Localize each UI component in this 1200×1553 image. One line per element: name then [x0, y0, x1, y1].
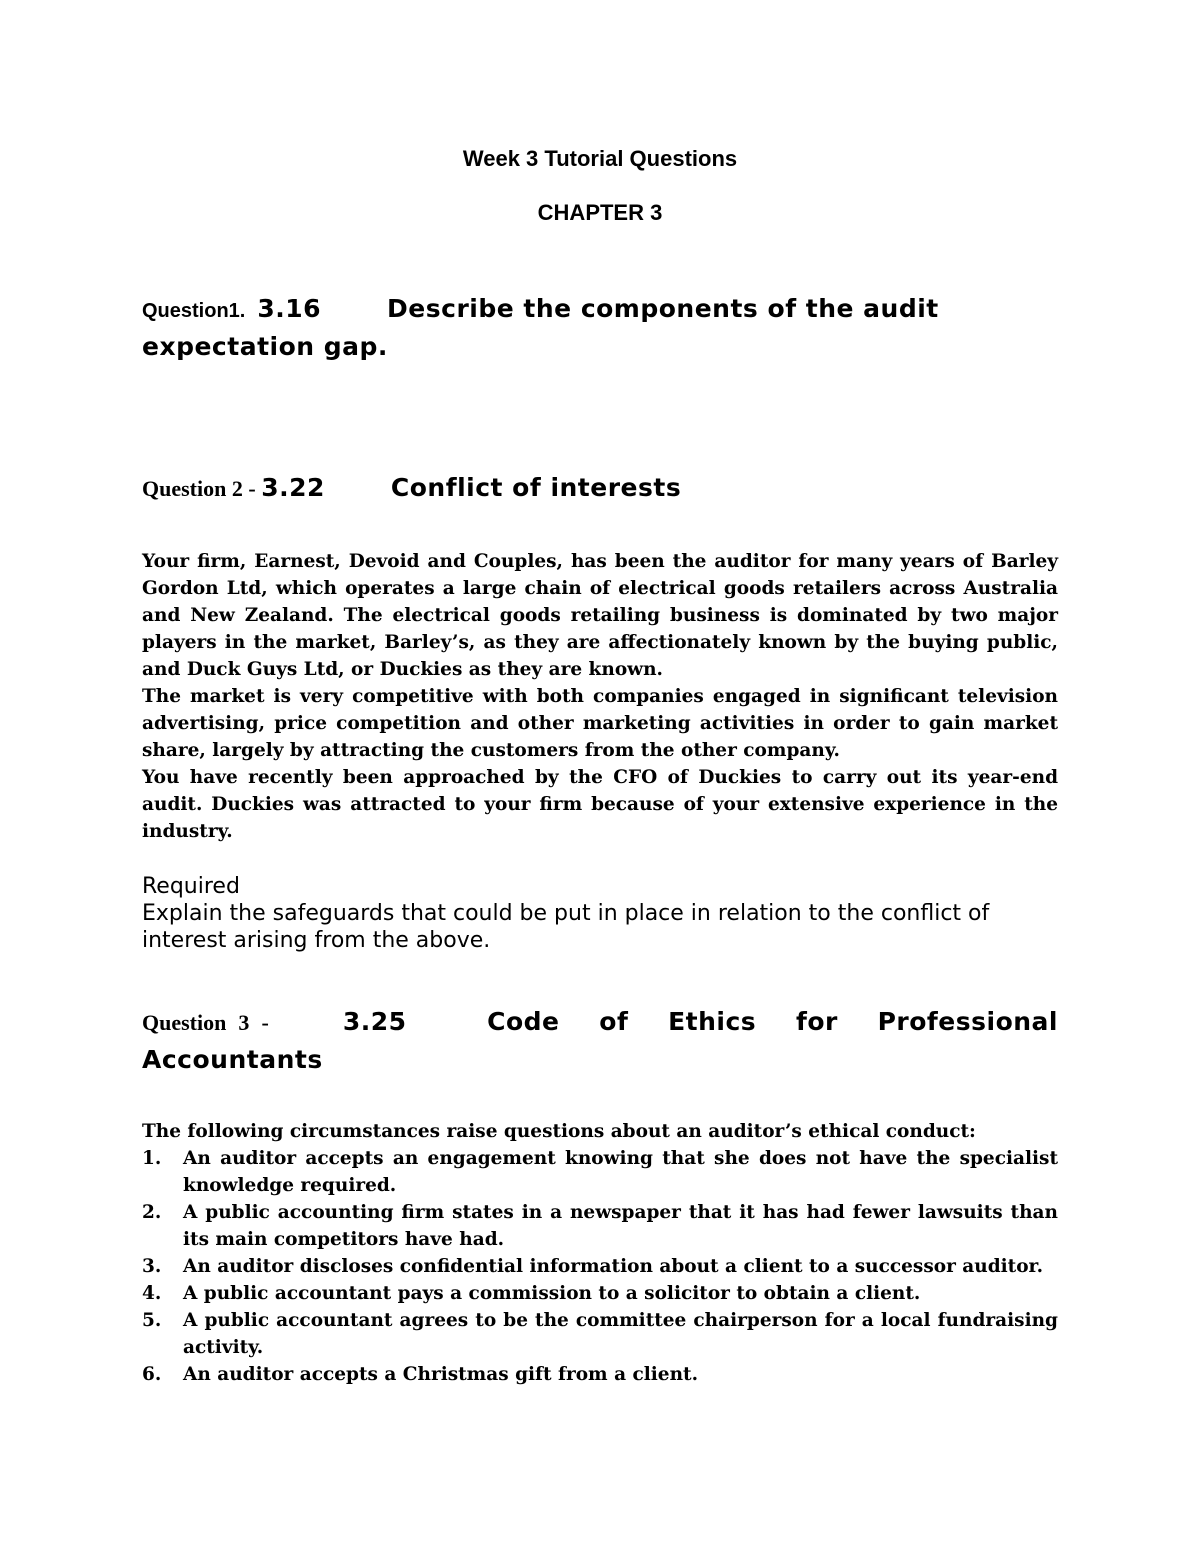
question1-label: Question1.	[142, 300, 246, 322]
question3-title: Code of Ethics for Professional Accountants	[142, 1007, 1058, 1074]
list-item-text: An auditor accepts a Christmas gift from a client.	[183, 1364, 699, 1385]
case-paragraph: Your firm, Earnest, Devoid and Couples, has been the auditor for many years of Barley Gordon Ltd, which operates a large chain of electrical goods retailers across Australia and New Zealand. The electrical goods retailing business is dominated by two major players in the market, Barley’s, as they are affectionately known by the buying public, and Duck Guys Ltd, or Duckies as they are known.	[142, 551, 1058, 680]
question2-title: Conflict of interests	[390, 473, 682, 502]
question3-intro: The following circumstances raise questions about an auditor’s ethical conduct:	[142, 1121, 976, 1142]
list-item	[142, 1280, 1058, 1307]
question1-title: Describe the components of the audit expectation gap.	[142, 294, 939, 361]
list-item-text: An auditor discloses confidential information about a client to a successor auditor.	[183, 1256, 1044, 1277]
question1-number: 3.16	[257, 294, 322, 323]
list-item	[142, 1307, 1058, 1361]
required-label: Required	[142, 874, 240, 899]
list-item-text: A public accountant pays a commission to a solicitor to obtain a client.	[183, 1283, 921, 1304]
circumstances-list	[142, 1145, 1058, 1388]
case-paragraph: You have recently been approached by the CFO of Duckies to carry out its year-end audit. Duckies was attracted to your firm because of your extensive experience in the industry.	[142, 767, 1058, 842]
list-item	[142, 1199, 1058, 1253]
question2-label: Question 2 -	[142, 476, 262, 501]
chapter-heading: CHAPTER 3	[537, 200, 663, 225]
question3-heading	[142, 1005, 1058, 1081]
case-paragraph: The market is very competitive with both companies engaged in significant television advertising, price competition and other marketing activities in order to gain market share, largely by attracting the customers from the other company.	[142, 686, 1058, 761]
question2-number: 3.22	[261, 473, 325, 502]
question2-heading	[142, 471, 1058, 509]
question3-label: Question 3 -	[142, 1010, 281, 1035]
list-item	[142, 1253, 1058, 1280]
question1-heading	[142, 292, 1058, 368]
document-title: Week 3 Tutorial Questions	[462, 146, 738, 171]
list-item-number: 6.	[142, 1364, 162, 1385]
list-item-number: 2.	[142, 1202, 162, 1223]
list-item-number: 4.	[142, 1283, 162, 1304]
list-item-text: A public accounting firm states in a newspaper that it has had fewer lawsuits than its main competitors have had.	[183, 1202, 1058, 1250]
question2-case-text	[142, 548, 1058, 845]
required-text: Explain the safeguards that could be put in place in relation to the conflict of interest arising from the above.	[142, 901, 990, 953]
list-item-text: An auditor accepts an engagement knowing that she does not have the specialist knowledge required.	[183, 1148, 1058, 1196]
list-item-number: 1.	[142, 1148, 162, 1169]
list-item-text: A public accountant agrees to be the committee chairperson for a local fundraising activity.	[183, 1310, 1058, 1358]
question3-number: 3.25	[342, 1007, 407, 1036]
list-item-number: 5.	[142, 1310, 162, 1331]
list-item-number: 3.	[142, 1256, 162, 1277]
list-item	[142, 1145, 1058, 1199]
list-item	[142, 1361, 1058, 1388]
